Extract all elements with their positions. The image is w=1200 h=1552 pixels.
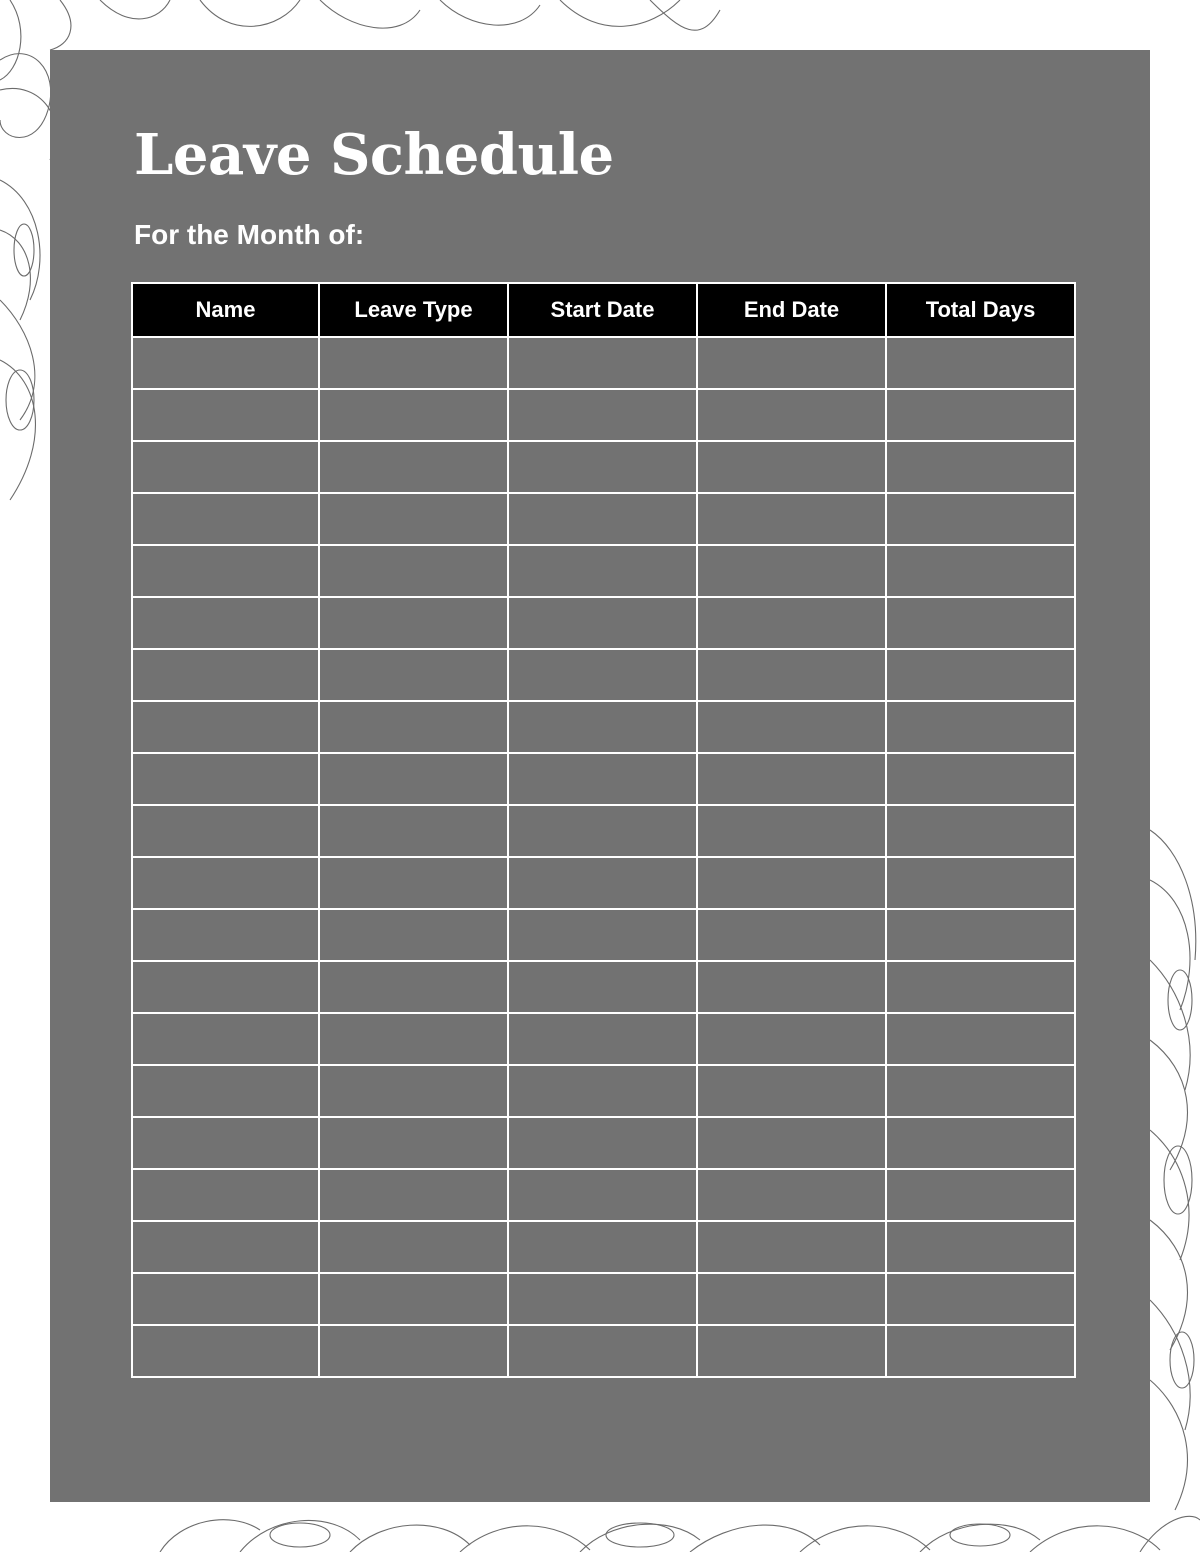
table-row	[132, 1013, 1075, 1065]
table-cell[interactable]	[132, 857, 319, 909]
table-cell[interactable]	[319, 389, 508, 441]
table-cell[interactable]	[132, 1273, 319, 1325]
table-header-row	[132, 283, 1075, 337]
table-row	[132, 649, 1075, 701]
table-cell[interactable]	[886, 493, 1075, 545]
table-cell[interactable]	[697, 1013, 886, 1065]
table-row	[132, 337, 1075, 389]
table-cell[interactable]	[132, 1325, 319, 1377]
table-cell[interactable]	[508, 389, 697, 441]
table-cell[interactable]	[886, 1325, 1075, 1377]
table-cell[interactable]	[697, 1065, 886, 1117]
table-cell[interactable]	[508, 1273, 697, 1325]
table-cell[interactable]	[319, 441, 508, 493]
table-cell[interactable]	[132, 701, 319, 753]
table-cell[interactable]	[319, 493, 508, 545]
table-cell[interactable]	[886, 1013, 1075, 1065]
table-cell[interactable]	[697, 1221, 886, 1273]
table-cell[interactable]	[319, 597, 508, 649]
table-cell[interactable]	[886, 389, 1075, 441]
table-cell[interactable]	[132, 1169, 319, 1221]
table-cell[interactable]	[508, 649, 697, 701]
table-cell[interactable]	[508, 805, 697, 857]
table-cell[interactable]	[886, 1221, 1075, 1273]
table-cell[interactable]	[319, 701, 508, 753]
table-cell[interactable]	[319, 805, 508, 857]
table-cell[interactable]	[132, 1065, 319, 1117]
table-cell[interactable]	[508, 493, 697, 545]
table-cell[interactable]	[508, 337, 697, 389]
table-cell[interactable]	[886, 909, 1075, 961]
table-cell[interactable]	[319, 961, 508, 1013]
table-cell[interactable]	[697, 805, 886, 857]
table-cell[interactable]	[697, 649, 886, 701]
table-cell[interactable]	[886, 1065, 1075, 1117]
table-row	[132, 441, 1075, 493]
table-cell[interactable]	[132, 753, 319, 805]
table-cell[interactable]	[319, 857, 508, 909]
table-cell[interactable]	[132, 493, 319, 545]
page-title: Leave Schedule	[134, 122, 614, 188]
table-cell[interactable]	[132, 909, 319, 961]
column-header-start-date: Start Date	[508, 283, 697, 337]
leave-schedule-table	[131, 282, 1076, 1378]
table-cell[interactable]	[697, 1169, 886, 1221]
table-row	[132, 545, 1075, 597]
table-cell[interactable]	[886, 545, 1075, 597]
column-header-leave-type: Leave Type	[319, 283, 508, 337]
table-cell[interactable]	[886, 1169, 1075, 1221]
table-cell[interactable]	[508, 1117, 697, 1169]
table-cell[interactable]	[132, 389, 319, 441]
table-row	[132, 493, 1075, 545]
table-cell[interactable]	[508, 545, 697, 597]
table-cell[interactable]	[132, 1117, 319, 1169]
table-cell[interactable]	[697, 337, 886, 389]
table-cell[interactable]	[132, 805, 319, 857]
table-cell[interactable]	[697, 1273, 886, 1325]
month-label: For the Month of:	[134, 219, 365, 250]
column-header-name: Name	[132, 283, 319, 337]
table-cell[interactable]	[319, 1325, 508, 1377]
table-row	[132, 857, 1075, 909]
table-row	[132, 1273, 1075, 1325]
table-row	[132, 909, 1075, 961]
table-cell[interactable]	[319, 337, 508, 389]
table-cell[interactable]	[886, 597, 1075, 649]
table-cell[interactable]	[508, 597, 697, 649]
column-header-total-days: Total Days	[886, 283, 1075, 337]
table-cell[interactable]	[319, 545, 508, 597]
table-cell[interactable]	[697, 1325, 886, 1377]
table-cell[interactable]	[697, 493, 886, 545]
table-cell[interactable]	[886, 805, 1075, 857]
table-cell[interactable]	[508, 857, 697, 909]
table-cell[interactable]	[697, 441, 886, 493]
table-cell[interactable]	[319, 1117, 508, 1169]
table-cell[interactable]	[886, 961, 1075, 1013]
table-cell[interactable]	[886, 857, 1075, 909]
table-cell[interactable]	[319, 1221, 508, 1273]
table-row	[132, 805, 1075, 857]
table-cell[interactable]	[132, 597, 319, 649]
table-row	[132, 1117, 1075, 1169]
table-cell[interactable]	[886, 441, 1075, 493]
table-row	[132, 1325, 1075, 1377]
table-cell[interactable]	[508, 701, 697, 753]
table-row	[132, 701, 1075, 753]
table-row	[132, 1221, 1075, 1273]
table-cell[interactable]	[319, 1169, 508, 1221]
table-cell[interactable]	[319, 1013, 508, 1065]
table-row	[132, 1169, 1075, 1221]
column-header-end-date: End Date	[697, 283, 886, 337]
table-cell[interactable]	[508, 1325, 697, 1377]
table-cell[interactable]	[508, 1169, 697, 1221]
table-cell[interactable]	[132, 337, 319, 389]
table-cell[interactable]	[697, 753, 886, 805]
table-cell[interactable]	[508, 1221, 697, 1273]
table-cell[interactable]	[697, 545, 886, 597]
table-cell[interactable]	[319, 1273, 508, 1325]
table-cell[interactable]	[508, 961, 697, 1013]
table-cell[interactable]	[508, 1013, 697, 1065]
table-cell[interactable]	[508, 753, 697, 805]
table-row	[132, 1065, 1075, 1117]
table-cell[interactable]	[319, 649, 508, 701]
table-row	[132, 961, 1075, 1013]
table-cell[interactable]	[132, 1221, 319, 1273]
table-cell[interactable]	[508, 1065, 697, 1117]
table-cell[interactable]	[132, 545, 319, 597]
table-cell[interactable]	[886, 1273, 1075, 1325]
table-cell[interactable]	[132, 1013, 319, 1065]
table-cell[interactable]	[508, 909, 697, 961]
table-cell[interactable]	[697, 857, 886, 909]
table-cell[interactable]	[132, 649, 319, 701]
table-cell[interactable]	[697, 961, 886, 1013]
table-row	[132, 753, 1075, 805]
table-cell[interactable]	[319, 909, 508, 961]
table-cell[interactable]	[697, 701, 886, 753]
table-cell[interactable]	[886, 649, 1075, 701]
table-row	[132, 597, 1075, 649]
table-body	[132, 337, 1075, 1377]
table-cell[interactable]	[132, 441, 319, 493]
table-cell[interactable]	[886, 701, 1075, 753]
table-cell[interactable]	[697, 597, 886, 649]
table-cell[interactable]	[886, 337, 1075, 389]
table-cell[interactable]	[319, 1065, 508, 1117]
table-cell[interactable]	[886, 753, 1075, 805]
table-cell[interactable]	[132, 961, 319, 1013]
table-cell[interactable]	[886, 1117, 1075, 1169]
table-cell[interactable]	[319, 753, 508, 805]
table-cell[interactable]	[508, 441, 697, 493]
table-cell[interactable]	[697, 389, 886, 441]
table-cell[interactable]	[697, 909, 886, 961]
leave-schedule-panel	[50, 50, 1150, 1502]
table-row	[132, 389, 1075, 441]
table-cell[interactable]	[697, 1117, 886, 1169]
